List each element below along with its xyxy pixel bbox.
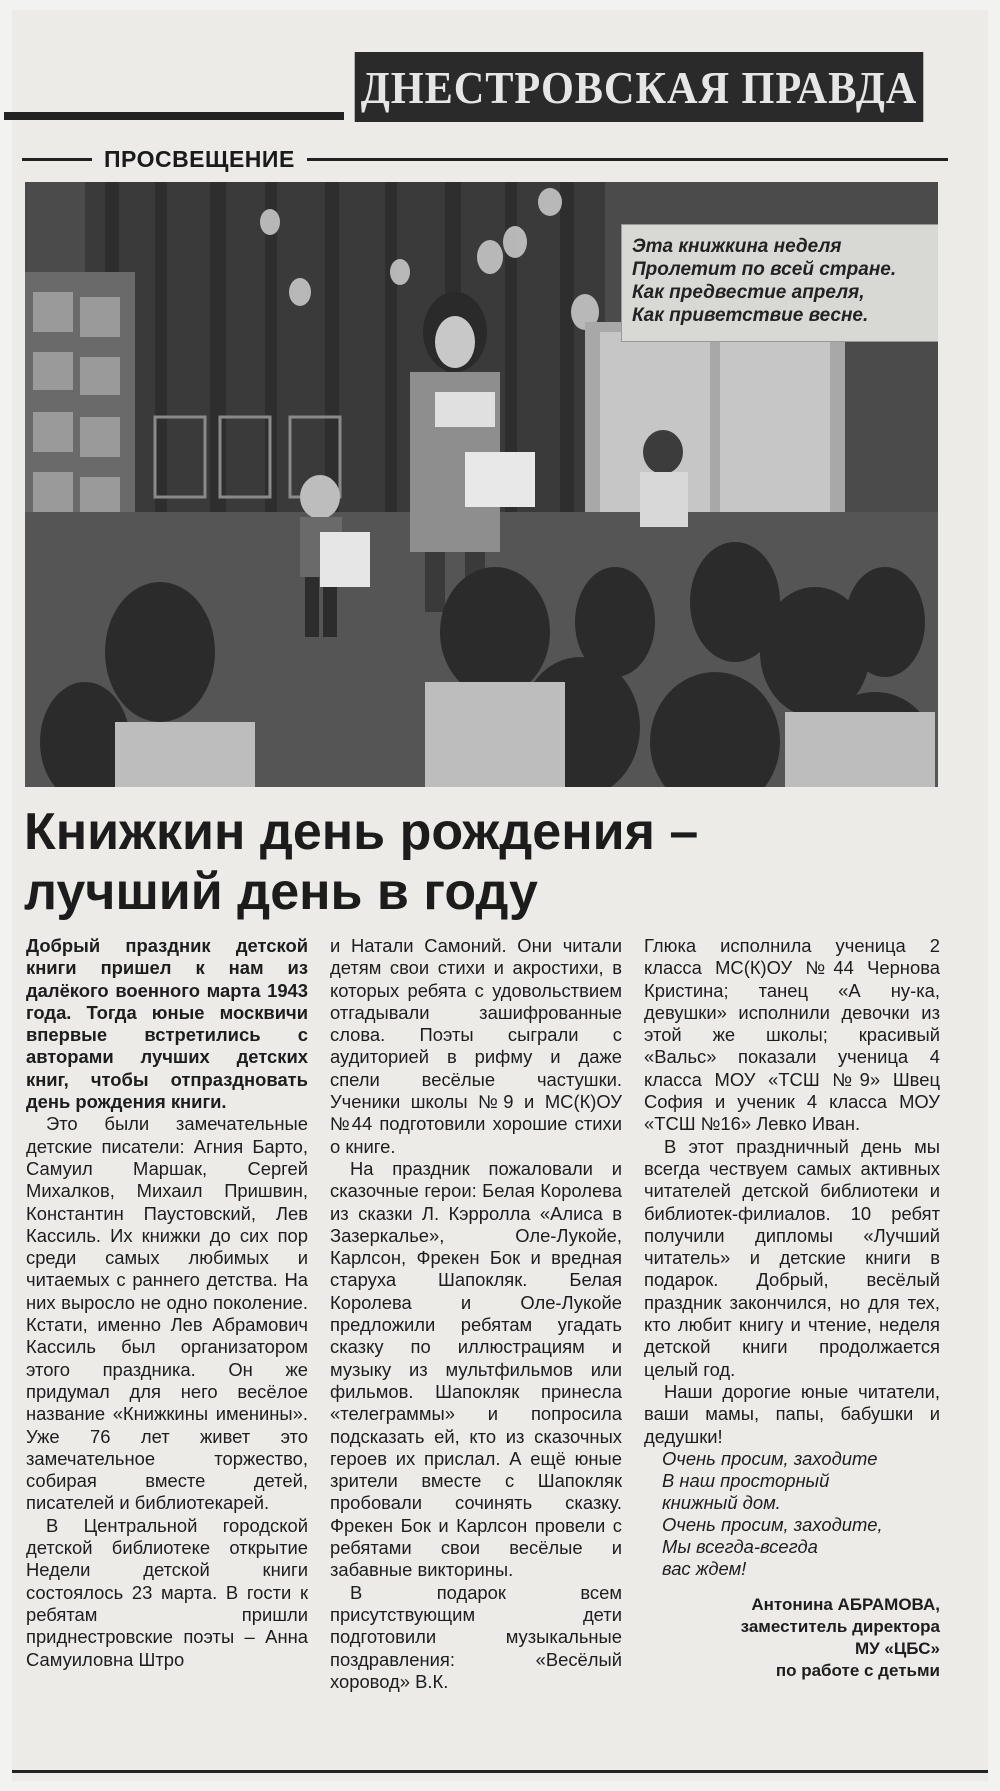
- caption-line: Пролетит по всей стране.: [632, 259, 897, 280]
- article-paragraph: В этот праздничный день мы всегда чествуем самых активных читателей детской библиотеки и библиотек-филиалов. 10 ребят получили дипломы «Лучший читатель» и детские книги в подарок. Добрый, весёлый праздник закончился, но для тех, кто любит книгу и чтение, неделя детской книги продолжается целый год.: [644, 1135, 940, 1380]
- poem-line: книжный дом.: [662, 1491, 781, 1513]
- article-column-3: [644, 935, 940, 1682]
- signature-line: МУ «ЦБС»: [854, 1638, 940, 1658]
- article-headline: [24, 802, 954, 922]
- poem-line: В наш просторный: [662, 1469, 830, 1491]
- article-column-2: [330, 935, 622, 1693]
- caption-line: Как предвестие апреля,: [632, 282, 865, 303]
- rubric-rule-right: [307, 158, 948, 161]
- newspaper-masthead: ДНЕСТРОВСКАЯ ПРАВДА: [355, 52, 924, 122]
- article-paragraph: и Натали Самоний. Они читали детям свои стихи и акростихи, в которых ребята с удовольствием отгадывали зашифрованные слова. Поэты сыграли с аудиторией в рифму и даже спели весёлые частушки. Ученики школы №9 и МС(К)ОУ №44 подготовили хорошие стихи о книге.: [330, 935, 622, 1157]
- signature-line: заместитель директора: [740, 1616, 940, 1636]
- author-signature: [644, 1594, 940, 1682]
- poem-line: Очень просим, заходите: [662, 1447, 878, 1469]
- signature-line: по работе с детьми: [775, 1660, 940, 1680]
- article-paragraph: В Центральной городской детской библиотеке открытие Недели детской книги состоялось 23 марта. В гости к ребятам пришли приднестровские поэты – Анна Самуиловна Штро: [26, 1514, 308, 1670]
- article-photo: [25, 182, 938, 787]
- article-paragraph: Наши дорогие юные читатели, ваши мамы, папы, бабушки и дедушки!: [644, 1380, 940, 1447]
- poem-line: Мы всегда-всегда: [662, 1535, 818, 1557]
- poem-line: вас ждем!: [662, 1557, 747, 1579]
- photo-caption-poem: [621, 224, 938, 342]
- headline-line: лучший день в году: [24, 863, 538, 921]
- signature-line: Антонина АБРАМОВА,: [751, 1594, 940, 1614]
- closing-poem: [662, 1448, 940, 1580]
- poem-line: Очень просим, заходите,: [662, 1513, 883, 1535]
- rubric-rule-left: [22, 158, 92, 161]
- section-rubric-row: [22, 144, 948, 174]
- page-bottom-rule: [12, 1770, 988, 1773]
- article-paragraph: В подарок всем присутствующим дети подготовили музыкальные поздравления: «Весёлый хоровод» В.К.: [330, 1581, 622, 1692]
- masthead-rule: [4, 112, 344, 120]
- article-paragraph: Глюка исполнила ученица 2 класса МС(К)ОУ №44 Чернова Кристина; танец «А ну-ка, девушки» исполнили девочки из этой же школы; красивый «Вальс» показали ученица 4 класса МОУ «ТСШ №9» Швец София и ученик 4 класса МОУ «ТСШ №16» Левко Иван.: [644, 935, 940, 1135]
- caption-line: Как приветствие весне.: [632, 305, 869, 326]
- article-paragraph: На праздник пожаловали и сказочные герои: Белая Королева из сказки Л. Кэрролла «Алиса в Зазеркалье», Оле-Лукойе, Карлсон, Фрекен Бок и вредная старуха Шапокляк. Белая Королева и Оле-Лукойе предложили ребятам угадать сказку по иллюстрациям и музыку из мультфильмов или фильмов. Шапокляк принесла «телеграммы» и попросила подсказать ей, кто из сказочных героев их прислал. А ещё юные зрители вместе с Шапокляк пробовали сочинять сказку. Фрекен Бок и Карлсон провели с ребятами свои весёлые и забавные викторины.: [330, 1157, 622, 1581]
- headline-line: Книжкин день рождения –: [24, 803, 699, 861]
- article-paragraph: Это были замечательные детские писатели: Агния Барто, Самуил Маршак, Сергей Михалков, Михаил Пришвин, Константин Паустовский, Лев Кассиль. Их книжки до сих пор среди самых любимых и читаемых с раннего детства. На них выросло не одно поколение. Кстати, именно Лев Абрамович Кассиль был организатором этого праздника. Он же придумал для него весёлое название «Книжкины именины». Уже 76 лет живет это замечательное торжество, собирая вместе детей, писателей и библиотекарей.: [26, 1113, 308, 1514]
- article-column-1: [26, 935, 308, 1671]
- section-rubric: ПРОСВЕЩЕНИЕ: [104, 145, 295, 172]
- caption-line: Эта книжкина неделя: [632, 236, 842, 257]
- article-lead: Добрый праздник детской книги пришел к нам из далёкого военного марта 1943 года. Тогда юные москвичи впервые встретились с авторами лучших детских книг, чтобы отпраздновать день рождения книги.: [26, 935, 308, 1113]
